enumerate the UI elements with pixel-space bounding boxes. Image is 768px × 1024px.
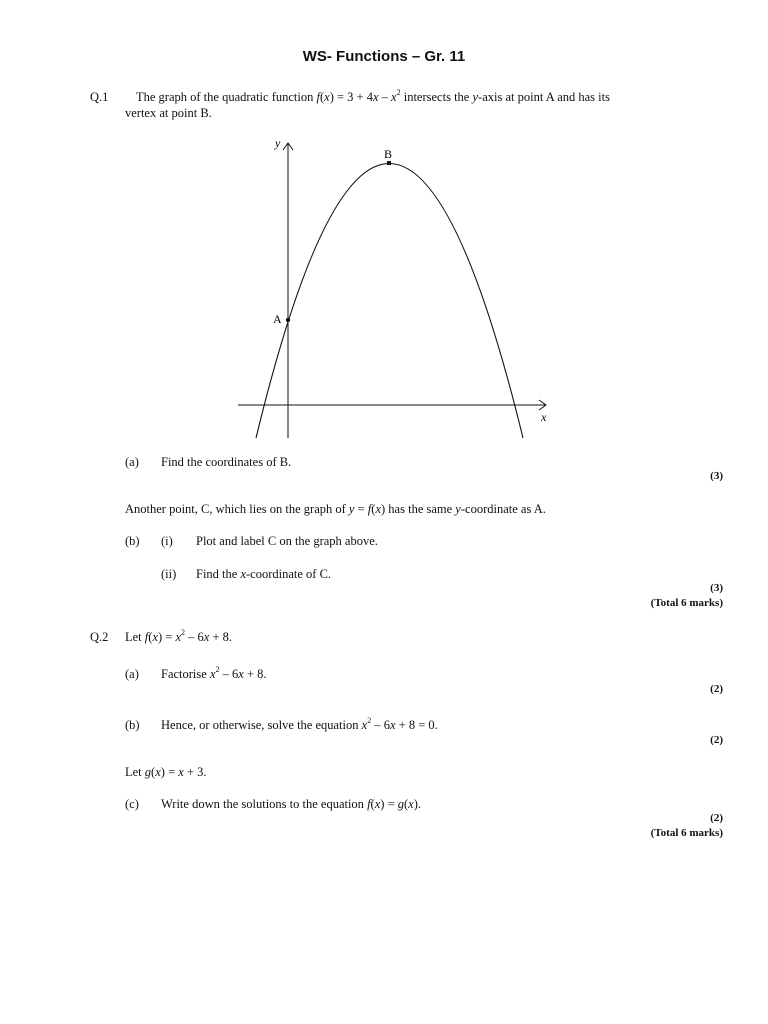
point-a-dot — [286, 318, 290, 322]
q2-number: Q.2 — [90, 630, 109, 644]
point-b-label: B — [384, 147, 393, 161]
q1-bi-label: (i) — [161, 534, 173, 548]
q1-number: Q.1 — [90, 90, 109, 104]
q1-bi-text: Plot and label C on the graph above. — [196, 534, 378, 548]
q2-b-text: Hence, or otherwise, solve the equation $x^2 - 6x + 8 = 0$. — [161, 716, 438, 732]
point-a-label: A — [273, 312, 282, 326]
q2-c-label: (c) — [125, 797, 139, 811]
q2-c-marks: (2) — [710, 812, 723, 824]
q2-a-text: Factorise $x^2 - 6x + 8$. — [161, 665, 267, 681]
q1-b-marks: (3) — [710, 582, 723, 594]
q2-a-label: (a) — [125, 667, 139, 681]
q1-another-point: Another point, C, which lies on the graph of y = f(x) has the same y-coordinate as A. — [125, 502, 546, 516]
q1-bii-text: Find the x-coordinate of C. — [196, 567, 332, 581]
parabola-curve — [256, 164, 523, 439]
q1-bii-label: (ii) — [161, 567, 177, 581]
q2-definition: Let $f(x) = x^2 - 6x + 8$. — [125, 628, 233, 644]
q2-let-g: Let g(x) = x + 3. — [125, 765, 207, 779]
q2-total-marks: (Total 6 marks) — [650, 827, 723, 839]
x-axis-label: x — [541, 410, 547, 424]
y-axis-label: y — [275, 136, 281, 150]
q1-line-2: vertex at point B. — [125, 106, 212, 120]
q1-a-marks: (3) — [710, 470, 723, 482]
q1-total-marks: (Total 6 marks) — [650, 597, 723, 609]
q1-line-1: The graph of the quadratic function $f(x) = 3 + 4x - x^2$ intersects the y-axis at point A and has its — [136, 88, 610, 104]
page-title: WS- Functions – Gr. 11 — [302, 48, 466, 65]
q2-b-marks: (2) — [710, 734, 723, 746]
q1-a-label: (a) — [125, 455, 139, 469]
q2-c-text: Write down the solutions to the equation f(x) = g(x). — [161, 797, 422, 811]
q2-b-label: (b) — [125, 718, 140, 732]
point-b-dot — [387, 161, 391, 165]
q1-b-label: (b) — [125, 534, 140, 548]
q2-a-marks: (2) — [710, 683, 723, 695]
q1-a-text: Find the coordinates of B. — [161, 455, 292, 469]
